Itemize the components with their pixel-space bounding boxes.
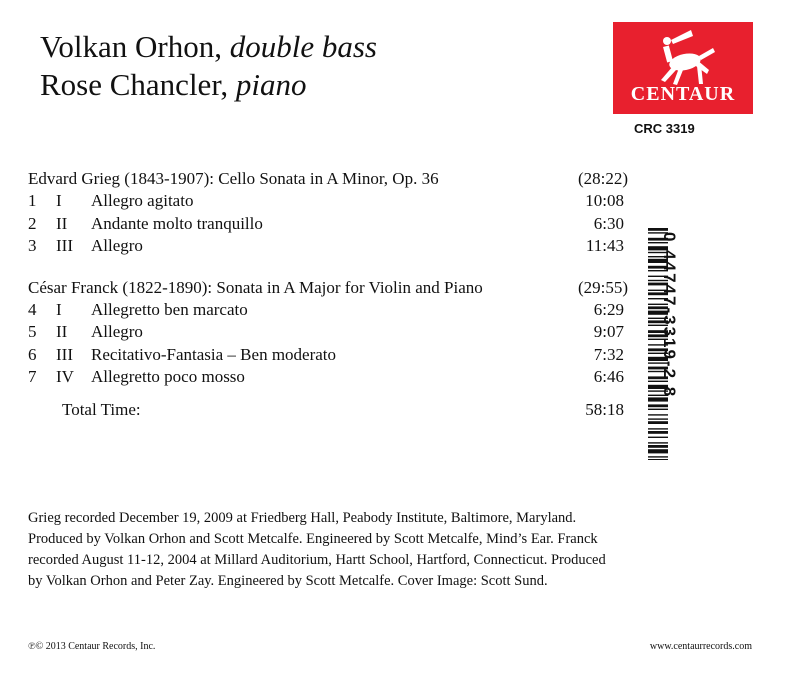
track-duration: 6:46 xyxy=(593,367,624,386)
barcode-bar xyxy=(648,404,668,407)
spacer xyxy=(28,258,628,277)
artist-role: piano xyxy=(235,67,307,102)
barcode-bar xyxy=(648,414,668,415)
track-number: 6 xyxy=(28,344,37,364)
track-row xyxy=(28,213,628,236)
notes-line: by Volkan Orhon and Peter Zay. Engineered by Scott Metcalfe. Cover Image: Scott Sund. xyxy=(28,573,548,589)
track-duration: 10:08 xyxy=(585,191,624,210)
work-title: César Franck (1822-1890): Sonata in A Major for Violin and Piano xyxy=(28,277,483,297)
barcode-digits: 0 44747-3319-2 8 xyxy=(660,232,679,399)
barcode-bar xyxy=(648,449,668,453)
artist-name: Rose Chancler, xyxy=(40,67,229,102)
track-title: Allegretto ben marcato xyxy=(91,299,248,319)
track-row xyxy=(28,235,628,258)
barcode-bar xyxy=(648,428,668,429)
work-time: (29:55) xyxy=(577,277,628,297)
track-title: Recitativo-Fantasia – Ben moderato xyxy=(91,344,337,364)
recording-notes xyxy=(28,508,748,592)
barcode-bar xyxy=(648,442,668,443)
track-listing xyxy=(28,168,628,423)
centaur-logo xyxy=(613,22,753,114)
track-title: Allegro agitato xyxy=(91,191,194,210)
track-duration: 7:32 xyxy=(593,344,624,364)
copyright-notice: ℗© 2013 Centaur Records, Inc. xyxy=(28,641,156,652)
artist-credits xyxy=(40,28,377,104)
barcode-bar xyxy=(648,228,668,231)
track-number: 3 xyxy=(28,236,37,255)
movement-numeral: I xyxy=(56,191,62,210)
movement-numeral: III xyxy=(56,236,73,255)
barcode-bar xyxy=(648,437,668,438)
track-number: 5 xyxy=(28,322,37,341)
track-row xyxy=(28,190,628,213)
track-row xyxy=(28,344,628,367)
track-number: 7 xyxy=(28,367,37,386)
catalog-number: CRC 3319 xyxy=(634,121,695,136)
total-time-label: Total Time: xyxy=(62,399,141,419)
track-number: 1 xyxy=(28,191,37,210)
track-title: Allegretto poco mosso xyxy=(91,367,245,386)
movement-numeral: I xyxy=(56,299,62,319)
barcode-bar xyxy=(648,421,668,424)
track-row xyxy=(28,299,628,322)
track-number: 2 xyxy=(28,213,37,233)
barcode-bar xyxy=(648,456,668,457)
barcode-bar xyxy=(648,431,668,434)
track-row xyxy=(28,366,628,389)
work-title: Edvard Grieg (1843-1907): Cello Sonata in A Minor, Op. 36 xyxy=(28,169,439,188)
track-duration: 6:30 xyxy=(593,213,624,233)
artist-name: Volkan Orhon, xyxy=(40,29,222,64)
total-time-row xyxy=(28,397,628,423)
track-duration: 11:43 xyxy=(585,236,624,255)
movement-numeral: III xyxy=(56,344,73,364)
movement-numeral: II xyxy=(56,322,68,341)
barcode-bar xyxy=(648,418,668,419)
movement-numeral: II xyxy=(56,213,68,233)
track-row xyxy=(28,321,628,344)
artist-line xyxy=(40,66,377,104)
notes-line: Produced by Volkan Orhon and Scott Metcalfe. Engineered by Scott Metcalfe, Mind’s Ear. Franck xyxy=(28,531,598,547)
track-duration: 6:29 xyxy=(593,299,624,319)
notes-line: recorded August 11-12, 2004 at Millard Auditorium, Hartt School, Hartford, Connecticut. Produced xyxy=(28,552,606,568)
track-title: Allegro xyxy=(91,322,143,341)
total-time-value: 58:18 xyxy=(585,399,624,419)
barcode-bar xyxy=(648,409,668,410)
track-number: 4 xyxy=(28,299,37,319)
artist-line xyxy=(40,28,377,66)
track-duration: 9:07 xyxy=(593,322,624,341)
work-heading xyxy=(28,277,628,299)
website-url: www.centaurrecords.com xyxy=(649,641,752,652)
barcode-bar xyxy=(648,459,668,460)
artist-role: double bass xyxy=(229,29,377,64)
barcode-bar xyxy=(648,445,668,448)
track-title: Allegro xyxy=(91,236,143,255)
track-title: Andante molto tranquillo xyxy=(91,213,263,233)
logo-text: CENTAUR xyxy=(630,83,736,105)
work-time: (28:22) xyxy=(577,169,628,188)
movement-numeral: IV xyxy=(56,367,74,386)
work-heading xyxy=(28,168,628,190)
notes-line: Grieg recorded December 19, 2009 at Friedberg Hall, Peabody Institute, Baltimore, Maryland. xyxy=(28,510,577,526)
